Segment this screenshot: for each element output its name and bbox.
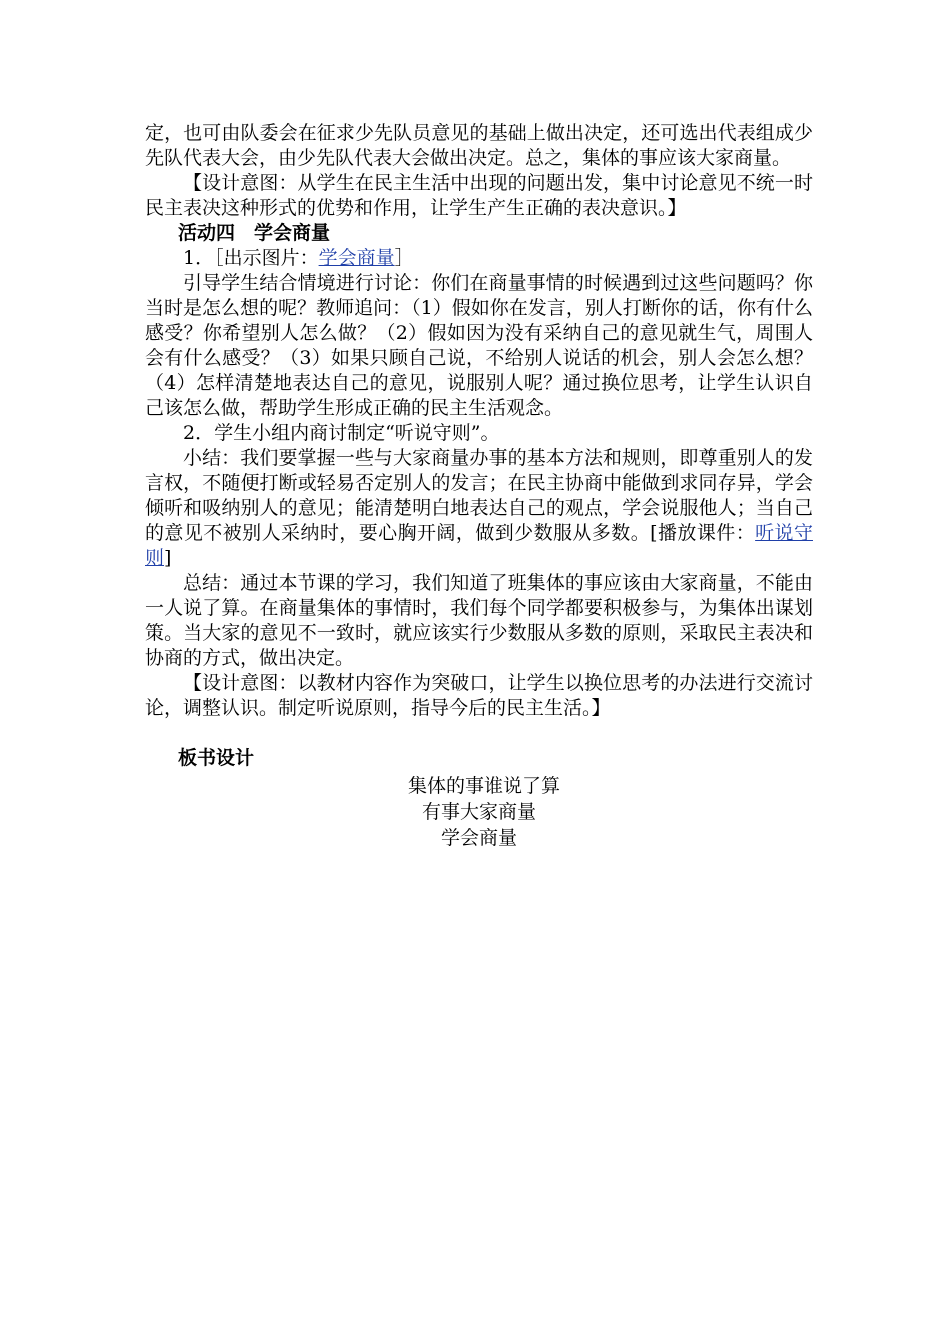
design-intent-1: 【设计意图：从学生在民主生活中出现的问题出发，集中讨论意见不统一时民主表决这种形式的优势和作用，让学生产生正确的表决意识。】 bbox=[145, 172, 813, 219]
design-intent-2: 【设计意图：以教材内容作为突破口，让学生以换位思考的办法进行交流讨论，调整认识。制定听说原则，指导今后的民主生活。】 bbox=[145, 672, 813, 719]
board-design-title: 板书设计 bbox=[178, 747, 255, 769]
summary-suffix: ] bbox=[164, 547, 172, 569]
summary-text: 小结：我们要掌握一些与大家商量办事的基本方法和规则，即尊重别人的发言权，不随便打断或轻易否定别人的发言；在民主协商中能做到求同存异，学会倾听和吸纳别人的意见；能清楚明白地表达自己的观点，学会说服他人；当自己的意见不被别人采纳时，要心胸开阔，做到少数服从多数。[播放课件： bbox=[145, 447, 813, 544]
board-line-2: 有事大家商量 bbox=[421, 801, 536, 823]
activity-four-heading: 活动四 学会商量 bbox=[178, 222, 331, 244]
board-line-3: 学会商量 bbox=[440, 827, 517, 849]
item-1-suffix: ］ bbox=[394, 247, 414, 269]
item-2: 2．学生小组内商讨制定“听说守则”。 bbox=[183, 422, 500, 444]
link-tingshuo-shouze[interactable]: 听说守则 bbox=[145, 522, 813, 569]
board-design bbox=[145, 773, 813, 851]
summary-paragraph bbox=[145, 446, 813, 571]
conclusion-paragraph: 总结：通过本节课的学习，我们知道了班集体的事应该由大家商量，不能由一人说了算。在商量集体的事情时，我们每个同学都要积极参与，为集体出谋划策。当大家的意见不一致时，就应该实行少数服从多数的原则，采取民主表决和协商的方式，做出决定。 bbox=[145, 572, 813, 669]
item-1 bbox=[145, 246, 813, 271]
document-body bbox=[145, 121, 813, 851]
link-xuehui-shangliang[interactable]: 学会商量 bbox=[318, 247, 395, 269]
paragraph-continued: 定，也可由队委会在征求少先队员意见的基础上做出决定，还可选出代表组成少先队代表大会，由少先队代表大会做出决定。总之，集体的事应该大家商量。 bbox=[145, 122, 813, 169]
item-1-prefix: 1．［出示图片： bbox=[183, 247, 319, 269]
discussion-paragraph: 引导学生结合情境进行讨论：你们在商量事情的时候遇到过这些问题吗？你当时是怎么想的呢？教师追问：（1）假如你在发言，别人打断你的话，你有什么感受？你希望别人怎么做？（2）假如因为没有采纳自己的意见就生气，周围人会有什么感受？（3）如果只顾自己说，不给别人说话的机会，别人会怎么想？（4）怎样清楚地表达自己的意见，说服别人呢？通过换位思考，让学生认识自己该怎么做，帮助学生形成正确的民主生活观念。 bbox=[145, 272, 813, 419]
board-line-1: 集体的事谁说了算 bbox=[407, 775, 560, 797]
